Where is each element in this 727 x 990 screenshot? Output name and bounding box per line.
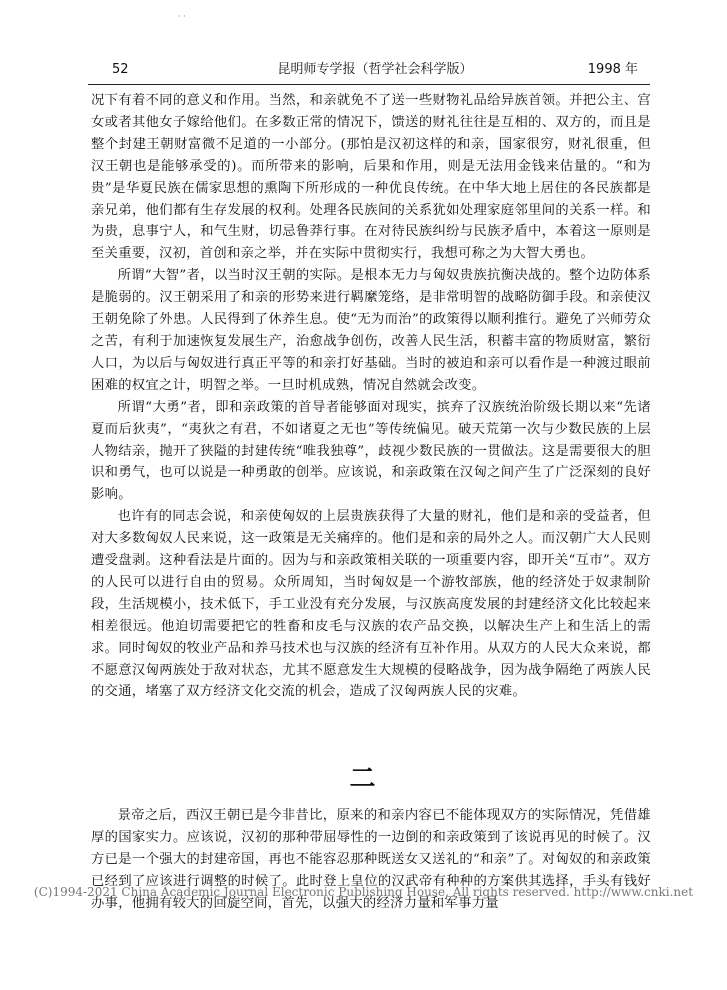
copyright-watermark: (C)1994-2021 China Academic Journal Electronic Publishing House. All rights reserved. http://www.cnki.net bbox=[33, 885, 694, 899]
scan-speck: · · bbox=[178, 12, 186, 21]
section-one-body bbox=[91, 90, 651, 703]
paragraph-4: 也许有的同志会说，和亲使匈奴的上层贵族获得了大量的财礼，他们是和亲的受益者，但对大多数匈奴人民来说，这一政策是无关痛痒的。他们是和亲的局外之人。而汉朝广大人民则遭受盘剥。这种看法是片面的。因为与和亲政策相关联的一项重要内容，即开关“互市”。双方的人民可以进行自由的贸易。众所周知，当时匈奴是一个游牧部族，他的经济处于奴隶制阶段，生活规模小，技术低下，手工业没有充分发展，与汉族高度发展的封建经济文化比较起来相差很远。他迫切需要把它的牲畜和皮毛与汉族的农产品交换，以解决生产上和生活上的需求。同时匈奴的牧业产品和养马技术也与汉族的经济有互补作用。从双方的人民大众来说，都不愿意汉匈两族处于敌对状态，尤其不愿意发生大规模的侵略战争，因为战争隔绝了两族人民的交通，堵塞了双方经济文化交流的机会，造成了汉匈两族人民的灾难。 bbox=[91, 509, 651, 700]
paragraph-3: 所谓“大勇”者，即和亲政策的首导者能够面对现实，摈弃了汉族统治阶级长期以来“先诸夏而后狄夷”，“夷狄之有君，不如诸夏之无也”等传统偏见。破天荒第一次与少数民族的上层人物结亲，抛开了狭隘的封建传统“唯我独尊”，歧视少数民族的一贯做法。这是需要很大的胆识和勇气，也可以说是一种勇敢的创举。应该说，和亲政策在汉匈之间产生了广泛深刻的良好影响。 bbox=[91, 399, 651, 503]
header-rule bbox=[88, 84, 650, 85]
journal-title: 昆明师专学报（哲学社会科学版） bbox=[277, 62, 473, 77]
paragraph-5: 景帝之后，西汉王朝已是今非昔比，原来的和亲内容已不能体现双方的实际情况，凭借雄厚的国家实力。应该说，汉初的那种带屈辱性的一边倒的和亲政策到了该说再见的时候了。汉方已是一个强大的封建帝国，再也不能容忍那种既送女又送礼的“和亲”了。对匈奴的和亲政策已经到了应该进行调整的时候了。此时登上皇位的汉武帝有种种的方案供其选择，手头有钱好办事，他拥有较大的回旋空间，首先，以强大的经济力量和军事力量 bbox=[91, 808, 651, 911]
publication-year: 1998 年 bbox=[587, 62, 638, 77]
paragraph-1: 况下有着不同的意义和作用。当然，和亲就免不了送一些财物礼品给异族首领。并把公主、宫女或者其他女子嫁给他们。在多数正常的情况下，馈送的财礼往往是互相的、双方的，而且是整个封建王朝财富微不足道的一小部分。(那怕是汉初这样的和亲，国家很穷，财礼很重，但汉王朝也是能够承受的)。而所带来的影响，后果和作用，则是无法用金钱来估量的。“和为贵”是华夏民族在儒家思想的熏陶下所形成的一种优良传统。在中华大地上居住的各民族都是亲兄弟，他们都有生存发展的权利。处理各民族间的关系犹如处理家庭邻里间的关系一样。和为贵，息事宁人，和气生财，切忌鲁莽行事。在对待民族纠纷与民族矛盾中，本着这一原则是至关重要，汉初，首创和亲之举，并在实际中贯彻实行，我想可称之为大智大勇也。 bbox=[91, 93, 651, 262]
page-number: 52 bbox=[112, 62, 129, 77]
page-header bbox=[112, 59, 638, 81]
paragraph-2: 所谓“大智”者，以当时汉王朝的实际。是根本无力与匈奴贵族抗衡决战的。整个边防体系是脆弱的。汉王朝采用了和亲的形势来进行羁縻笼络，是非常明智的战略防御手段。和亲使汉王朝免除了外患。人民得到了休养生息。使“无为而治”的政策得以顺利推行。避免了兴师劳众之苦，有利于加速恢复发展生产，治愈战争创伤，改善人民生活，积蓄丰富的物质财富，繁衍人口，为以后与匈奴进行真正平等的和亲打好基础。当时的被迫和亲可以看作是一种渡过眼前困难的权宜之计，明智之举。一旦时机成熟，情况自然就会改变。 bbox=[91, 268, 651, 393]
section-heading: 二 bbox=[349, 764, 378, 794]
